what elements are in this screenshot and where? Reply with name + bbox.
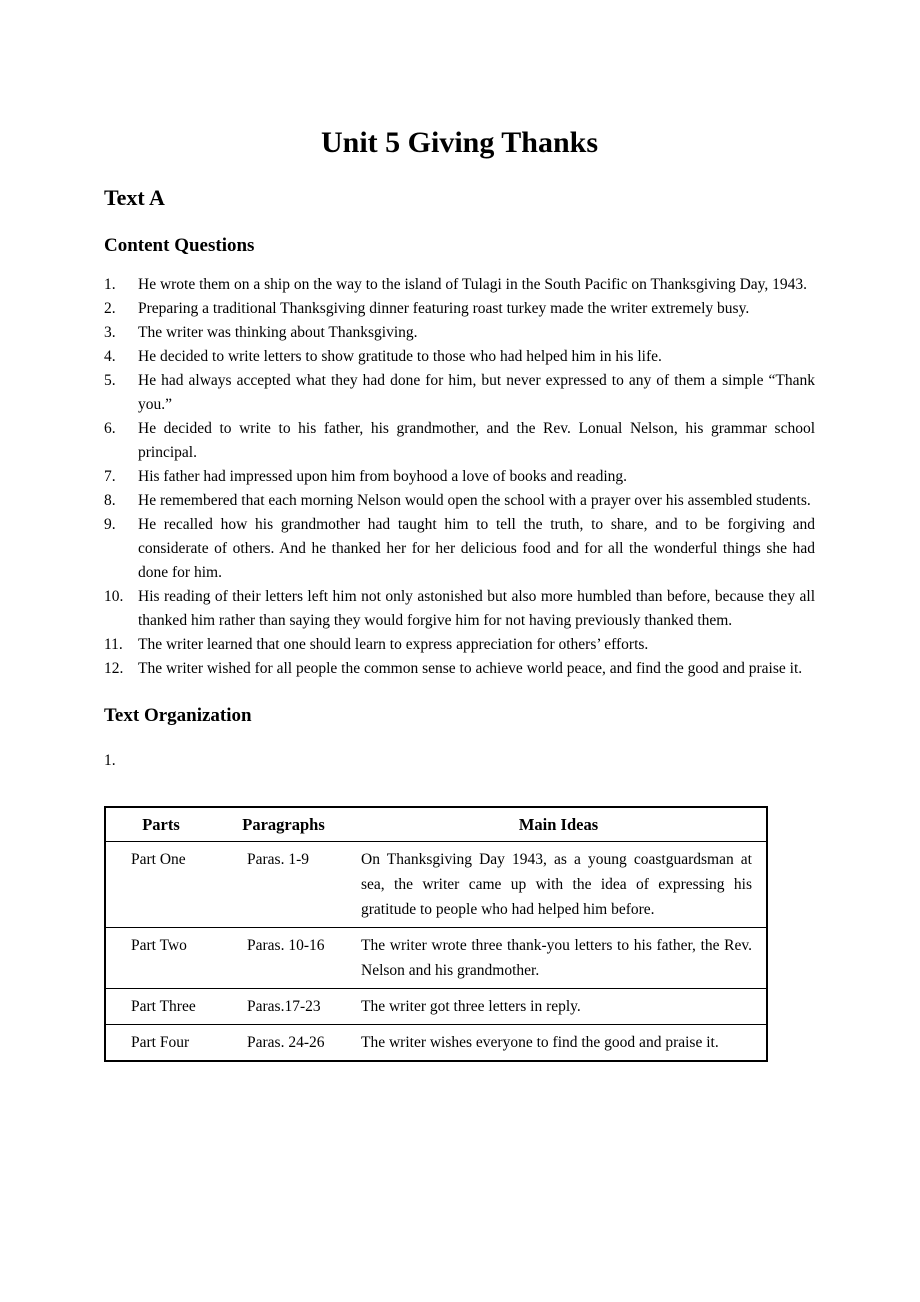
list-item: [104, 273, 815, 297]
content-questions-heading: Content Questions: [104, 235, 255, 256]
list-item-number: 3.: [104, 324, 116, 341]
list-item: [104, 345, 815, 369]
list-item-number: 2.: [104, 300, 116, 317]
list-item: [104, 489, 815, 513]
table-row: [105, 928, 767, 989]
list-item-number: 8.: [104, 492, 116, 509]
table-cell-main-idea: The writer wrote three thank-you letters to his father, the Rev. Nelson and his grandmother.: [351, 928, 767, 989]
table-cell-part: Part One: [131, 851, 186, 868]
list-item-text: The writer was thinking about Thanksgiving.: [138, 324, 418, 341]
table-cell-paragraphs: Paras.17-23: [216, 989, 351, 1025]
list-item-number: 9.: [104, 516, 116, 533]
list-item-number: 12.: [104, 660, 124, 677]
page-title: Unit 5 Giving Thanks: [320, 126, 599, 159]
table-cell-main-idea: The writer wishes everyone to find the good and praise it.: [351, 1025, 767, 1062]
list-item-text: He recalled how his grandmother had taught him to tell the truth, to share, and to be forgiving and considerate of others. And he thanked her for her delicious food and for all the wonderful things she had done for him.: [138, 516, 815, 581]
list-item-text: He decided to write to his father, his grandmother, and the Rev. Lonual Nelson, his grammar school principal.: [138, 420, 815, 461]
list-item-text: He remembered that each morning Nelson would open the school with a prayer over his assembled students.: [138, 492, 811, 509]
list-item: [104, 297, 815, 321]
text-organization-heading: Text Organization: [104, 705, 252, 726]
list-item: [104, 369, 815, 417]
list-item: [104, 513, 815, 585]
list-item-text: His father had impressed upon him from boyhood a love of books and reading.: [138, 468, 628, 485]
list-item-number: 7.: [104, 468, 116, 485]
table-row: [105, 1025, 767, 1062]
list-item-number: 6.: [104, 420, 116, 437]
list-item-number: 4.: [104, 348, 116, 365]
column-header-paragraphs: Paragraphs: [216, 807, 351, 842]
list-item-text: Preparing a traditional Thanksgiving dinner featuring roast turkey made the writer extremely busy.: [138, 300, 750, 317]
table-cell-part: Part Two: [105, 928, 216, 989]
table-cell-main-idea: On Thanksgiving Day 1943, as a young coastguardsman at sea, the writer came up with the idea of expressing his gratitude to people who had helped him before.: [361, 851, 752, 918]
column-header-parts: Parts: [105, 807, 216, 842]
table-cell-part: Part Three: [105, 989, 216, 1025]
list-item-number: 5.: [104, 372, 116, 389]
list-item-number: 11.: [104, 636, 123, 653]
table-cell-paragraphs: Paras. 10-16: [216, 928, 351, 989]
list-item-number: 1.: [104, 276, 116, 293]
list-item-text: He had always accepted what they had done for him, but never expressed to any of them a simple “Thank you.”: [138, 372, 815, 413]
list-item-text: The writer learned that one should learn to express appreciation for others’ efforts.: [138, 636, 649, 653]
list-item: [104, 585, 815, 633]
table-cell-paragraphs: Paras. 24-26: [216, 1025, 351, 1062]
table-row: [105, 989, 767, 1025]
list-item-text: His reading of their letters left him not only astonished but also more humbled than before, because they all thanked him rather than saying they would forgive him for not having previously thanked them.: [138, 588, 815, 629]
table-cell-main-idea: The writer got three letters in reply.: [351, 989, 767, 1025]
table-header-row: [105, 807, 767, 842]
section-heading-text-a: Text A: [104, 185, 165, 210]
content-questions-list: [104, 273, 815, 681]
table-cell-paragraphs: Paras. 1-9: [247, 851, 309, 868]
list-item: [104, 417, 815, 465]
text-organization-table: [104, 806, 768, 1062]
list-item-number: 10.: [104, 588, 124, 605]
list-item: [104, 321, 815, 345]
list-item: [104, 465, 815, 489]
list-item-text: He decided to write letters to show gratitude to those who had helped him in his life.: [138, 348, 662, 365]
column-header-main-ideas: Main Ideas: [351, 807, 767, 842]
list-item-text: He wrote them on a ship on the way to the island of Tulagi in the South Pacific on Thanksgiving Day, 1943.: [138, 276, 808, 293]
list-item: [104, 633, 815, 657]
text-organization-item-number: 1.: [104, 752, 116, 769]
list-item: [104, 657, 815, 681]
list-item-text: The writer wished for all people the common sense to achieve world peace, and find the good and praise it.: [138, 660, 803, 677]
table-cell-part: Part Four: [105, 1025, 216, 1062]
table-row: [105, 842, 767, 928]
